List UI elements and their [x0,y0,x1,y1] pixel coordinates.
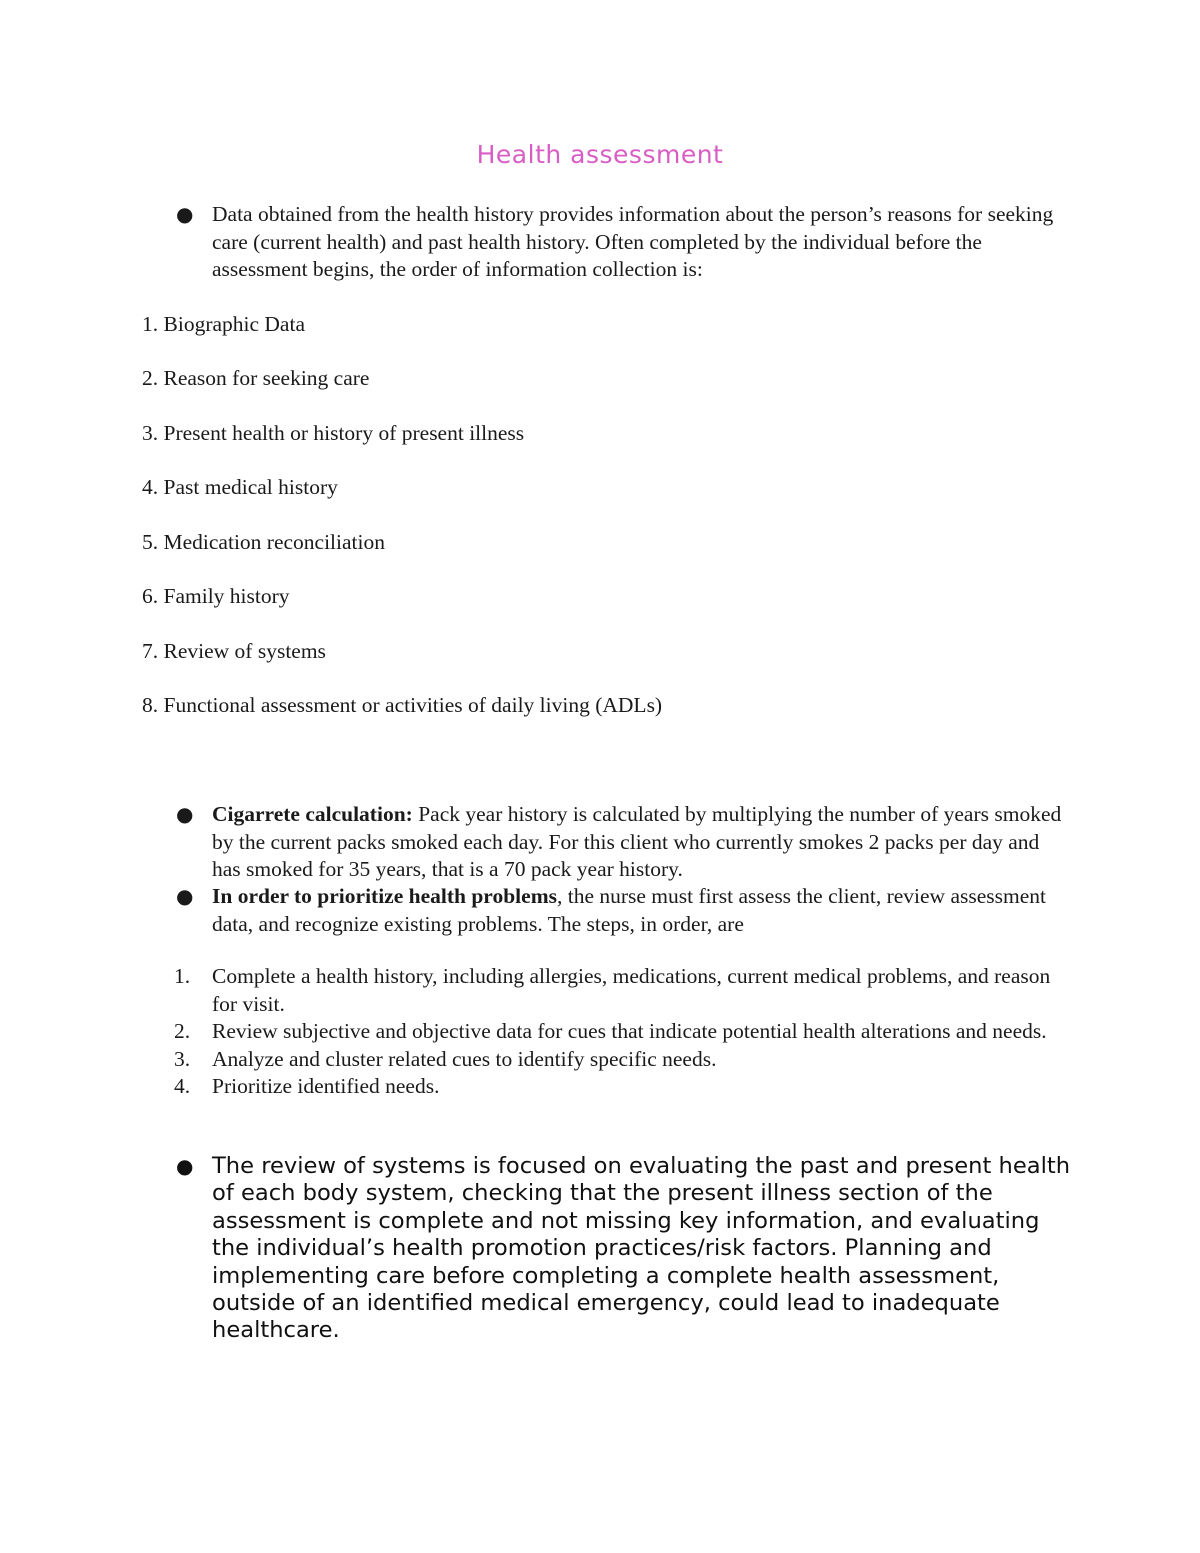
bullet-icon: ● [176,884,194,908]
review-bullet [176,1153,1072,1345]
step-item [174,1073,1054,1101]
list-item-biographic-data: 1. Biographic Data [142,312,305,336]
prioritize-bullet-label: In order to prioritize health problems [212,884,557,908]
step-item [174,963,1054,1018]
step-item [174,1046,1054,1074]
cigarette-bullet-body: Pack year history is calculated by multiplying the number of years smoked by the current packs smoked each day. For this client who currently smokes 2 packs per day and has smoked for 35 years, that is a 70 pack year history. [212,802,1062,881]
step-text: Review subjective and objective data for cues that indicate potential health alterations and needs. [212,1019,1047,1043]
intro-bullet [176,201,1072,284]
step-item [174,1018,1054,1046]
step-text: Prioritize identified needs. [212,1074,440,1098]
bullet-icon: ● [176,202,194,226]
list-item-reason-for-care: 2. Reason for seeking care [142,366,370,390]
page-title: Health assessment [476,140,724,169]
step-number: 4. [174,1074,191,1098]
intro-bullet-text: Data obtained from the health history provides information about the person’s reasons for seeking care (current health) and past health history. Often completed by the individual before the assessment begins, the order of information collection is: [212,202,1054,281]
prioritize-bullet-text [212,883,1072,938]
review-bullet-text: The review of systems is focused on evaluating the past and present health of each body system, checking that the present illness section of the assessment is complete and not missing key information, and evaluating the individual’s health promotion practices/risk factors. Planning and implementing care before completing a complete health assessment, outside of an identified medical emergency, could lead to inadequate healthcare. [212,1153,1071,1344]
cigarette-bullet-text [212,801,1072,884]
list-item-past-medical-history: 4. Past medical history [142,475,338,499]
prioritize-bullet-body: , the nurse must first assess the client, review assessment data, and recognize existing problems. The steps, in order, are [212,884,1046,936]
list-item-medication-reconciliation: 5. Medication reconciliation [142,530,385,554]
step-text: Analyze and cluster related cues to identify specific needs. [212,1046,717,1071]
cigarette-bullet-label: Cigarrete calculation: [212,802,413,826]
list-item-functional-assessment: 8. Functional assessment or activities of daily living (ADLs) [142,693,663,717]
step-text: Complete a health history, including allergies, medications, current medical problems, and reason for visit. [212,964,1051,1016]
step-number: 2. [174,1019,191,1043]
step-number: 1. [174,964,191,988]
list-item-present-health: 3. Present health or history of present illness [142,421,525,445]
step-number: 3. [174,1046,191,1071]
cigarette-bullet [176,801,1072,884]
list-item-review-of-systems: 7. Review of systems [142,639,326,663]
prioritize-steps-list [174,963,1054,1101]
prioritize-bullet [176,883,1072,938]
list-item-family-history: 6. Family history [142,584,290,608]
bullet-icon: ● [176,802,194,826]
bullet-icon: ● [176,1154,194,1178]
